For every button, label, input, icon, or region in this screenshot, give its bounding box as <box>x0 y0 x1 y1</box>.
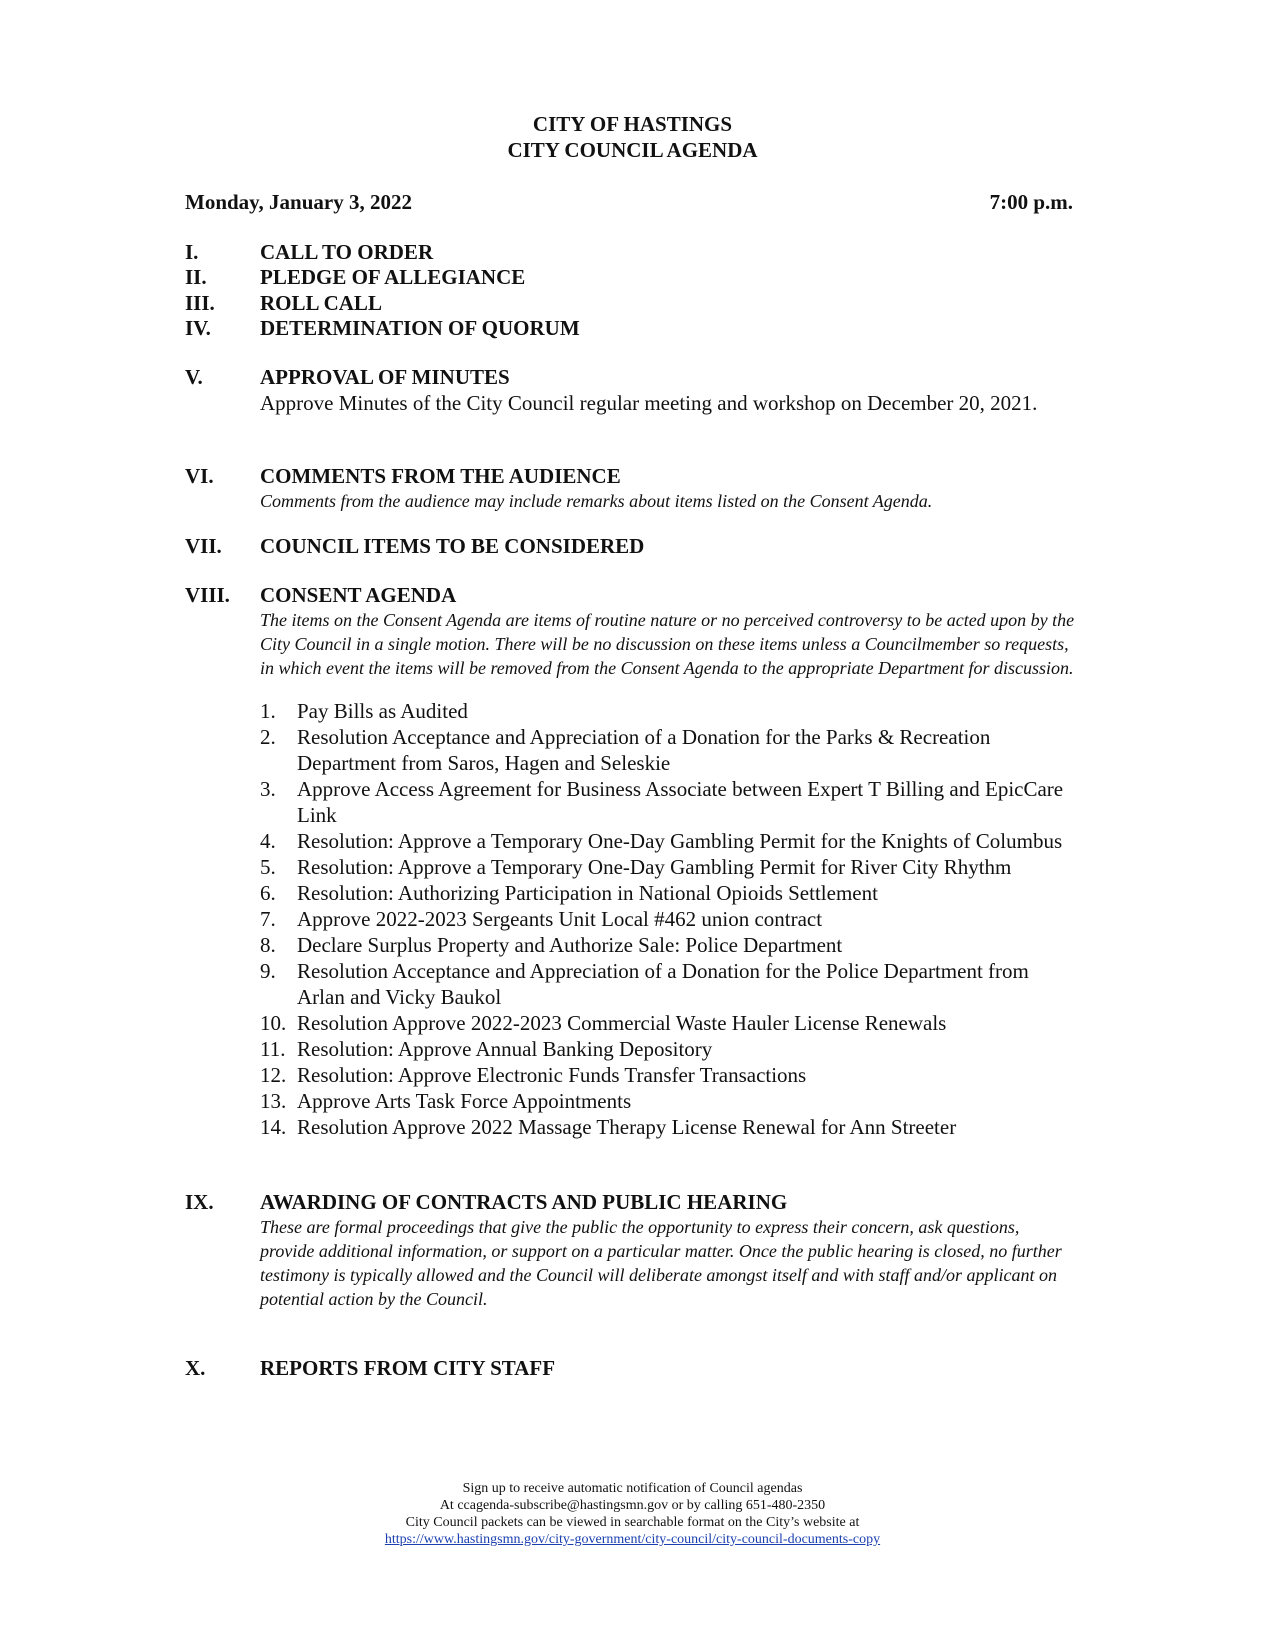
item-number: 7. <box>260 907 276 931</box>
consent-item-list <box>260 698 1075 1140</box>
section-title: ROLL CALL <box>260 291 382 315</box>
section-note: Comments from the audience may include remarks about items listed on the Consent Agenda. <box>260 491 933 511</box>
consent-item <box>260 1114 1075 1140</box>
footer-line: City Council packets can be viewed in searchable format on the City’s website at <box>405 1515 860 1530</box>
consent-item <box>260 698 1075 724</box>
item-number: 13. <box>260 1089 287 1113</box>
consent-item <box>260 906 1075 932</box>
item-number: 12. <box>260 1063 287 1087</box>
item-number: 9. <box>260 959 276 983</box>
consent-item <box>260 1062 1075 1088</box>
item-text: Resolution Acceptance and Appreciation of a Donation for the Parks & Recreation Department from Saros, Hagen and Seleskie <box>297 725 991 775</box>
item-number: 10. <box>260 1011 287 1035</box>
section-text: Approve Minutes of the City Council regular meeting and workshop on December 20, 2021. <box>260 391 1038 415</box>
section-number: VIII. <box>185 583 230 607</box>
item-text: Pay Bills as Audited <box>297 699 468 723</box>
section-council-items <box>185 533 1075 559</box>
section-number: II. <box>185 265 207 289</box>
item-text: Resolution Approve 2022-2023 Commercial Waste Hauler License Renewals <box>297 1011 947 1035</box>
item-number: 5. <box>260 855 276 879</box>
item-number: 8. <box>260 933 276 957</box>
section-number: IX. <box>185 1190 214 1214</box>
item-text: Resolution: Approve Electronic Funds Transfer Transactions <box>297 1063 807 1087</box>
item-number: 6. <box>260 881 276 905</box>
consent-item <box>260 932 1075 958</box>
consent-item <box>260 1010 1075 1036</box>
section-number: III. <box>185 291 215 315</box>
meeting-info <box>185 189 1073 215</box>
item-number: 14. <box>260 1115 287 1139</box>
section-number: I. <box>185 240 199 264</box>
footer-line: At ccagenda-subscribe@hastingsmn.gov or by calling 651-480-2350 <box>439 1498 826 1513</box>
consent-item <box>260 776 1075 828</box>
consent-item <box>260 1036 1075 1062</box>
consent-item <box>260 854 1075 880</box>
city-name: CITY OF HASTINGS <box>532 112 733 136</box>
section-comments-from-audience <box>185 463 1075 513</box>
section-title: CONSENT AGENDA <box>260 583 457 607</box>
website-link[interactable]: https://www.hastingsmn.gov/city-government/city-council/city-council-documents-copy <box>384 1532 881 1547</box>
section-title: COMMENTS FROM THE AUDIENCE <box>260 464 621 488</box>
item-text: Approve 2022-2023 Sergeants Unit Local #462 union contract <box>297 907 823 931</box>
section-title: APPROVAL OF MINUTES <box>260 365 510 389</box>
item-number: 2. <box>260 725 276 749</box>
section-call-to-order <box>185 239 1075 265</box>
item-text: Resolution: Approve a Temporary One-Day Gambling Permit for River City Rhythm <box>297 855 1012 879</box>
consent-item <box>260 1088 1075 1114</box>
consent-item <box>260 828 1075 854</box>
agenda-title: CITY COUNCIL AGENDA <box>507 138 758 162</box>
section-note: These are formal proceedings that give the public the opportunity to express their concern, ask questions, provide additional information, or support on a particular matter. Once the public hearing is closed, no further testimony is typically allowed and the Council will deliberate amongst itself and with staff and/or applicant on potential action by the Council. <box>260 1217 1062 1309</box>
consent-item <box>260 958 1075 1010</box>
section-roll-call <box>185 290 1075 316</box>
item-text: Resolution Approve 2022 Massage Therapy License Renewal for Ann Streeter <box>297 1115 957 1139</box>
section-number: VI. <box>185 464 214 488</box>
section-title: CALL TO ORDER <box>260 240 434 264</box>
section-awarding-contracts <box>185 1189 1075 1311</box>
item-text: Approve Arts Task Force Appointments <box>297 1089 632 1113</box>
section-note: The items on the Consent Agenda are items of routine nature or no perceived controversy to be acted upon by the City Council in a single motion. There will be no discussion on these items unless a Councilmember so requests, in which event the items will be removed from the Consent Agenda to the appropriate Department for discussion. <box>260 610 1075 678</box>
item-number: 3. <box>260 777 276 801</box>
document-title <box>0 111 1265 163</box>
item-number: 1. <box>260 699 276 723</box>
footer <box>0 1480 1265 1548</box>
section-number: X. <box>185 1356 206 1380</box>
section-quorum <box>185 315 1075 341</box>
item-text: Resolution: Authorizing Participation in National Opioids Settlement <box>297 881 878 905</box>
meeting-time: 7:00 p.m. <box>989 190 1073 214</box>
section-title: COUNCIL ITEMS TO BE CONSIDERED <box>260 534 645 558</box>
section-title: REPORTS FROM CITY STAFF <box>260 1356 556 1380</box>
item-text: Resolution Acceptance and Appreciation of a Donation for the Police Department from Arlan and Vicky Baukol <box>297 959 1029 1009</box>
consent-item <box>260 724 1075 776</box>
section-reports-from-staff <box>185 1355 1075 1381</box>
item-text: Resolution: Approve a Temporary One-Day Gambling Permit for the Knights of Columbus <box>297 829 1063 853</box>
item-text: Resolution: Approve Annual Banking Depository <box>297 1037 713 1061</box>
footer-line: Sign up to receive automatic notification of Council agendas <box>462 1481 803 1496</box>
section-number: IV. <box>185 316 211 340</box>
section-number: V. <box>185 365 203 389</box>
section-pledge <box>185 264 1075 290</box>
section-title: DETERMINATION OF QUORUM <box>260 316 580 340</box>
item-text: Approve Access Agreement for Business Associate between Expert T Billing and EpicCare Link <box>297 777 1064 827</box>
section-number: VII. <box>185 534 222 558</box>
section-consent-agenda <box>185 582 1075 1140</box>
section-approval-of-minutes <box>185 364 1075 416</box>
meeting-date: Monday, January 3, 2022 <box>185 190 412 214</box>
section-title: AWARDING OF CONTRACTS AND PUBLIC HEARING <box>260 1190 788 1214</box>
item-number: 4. <box>260 829 276 853</box>
item-number: 11. <box>260 1037 286 1061</box>
section-title: PLEDGE OF ALLEGIANCE <box>260 265 526 289</box>
consent-item <box>260 880 1075 906</box>
item-text: Declare Surplus Property and Authorize Sale: Police Department <box>297 933 843 957</box>
